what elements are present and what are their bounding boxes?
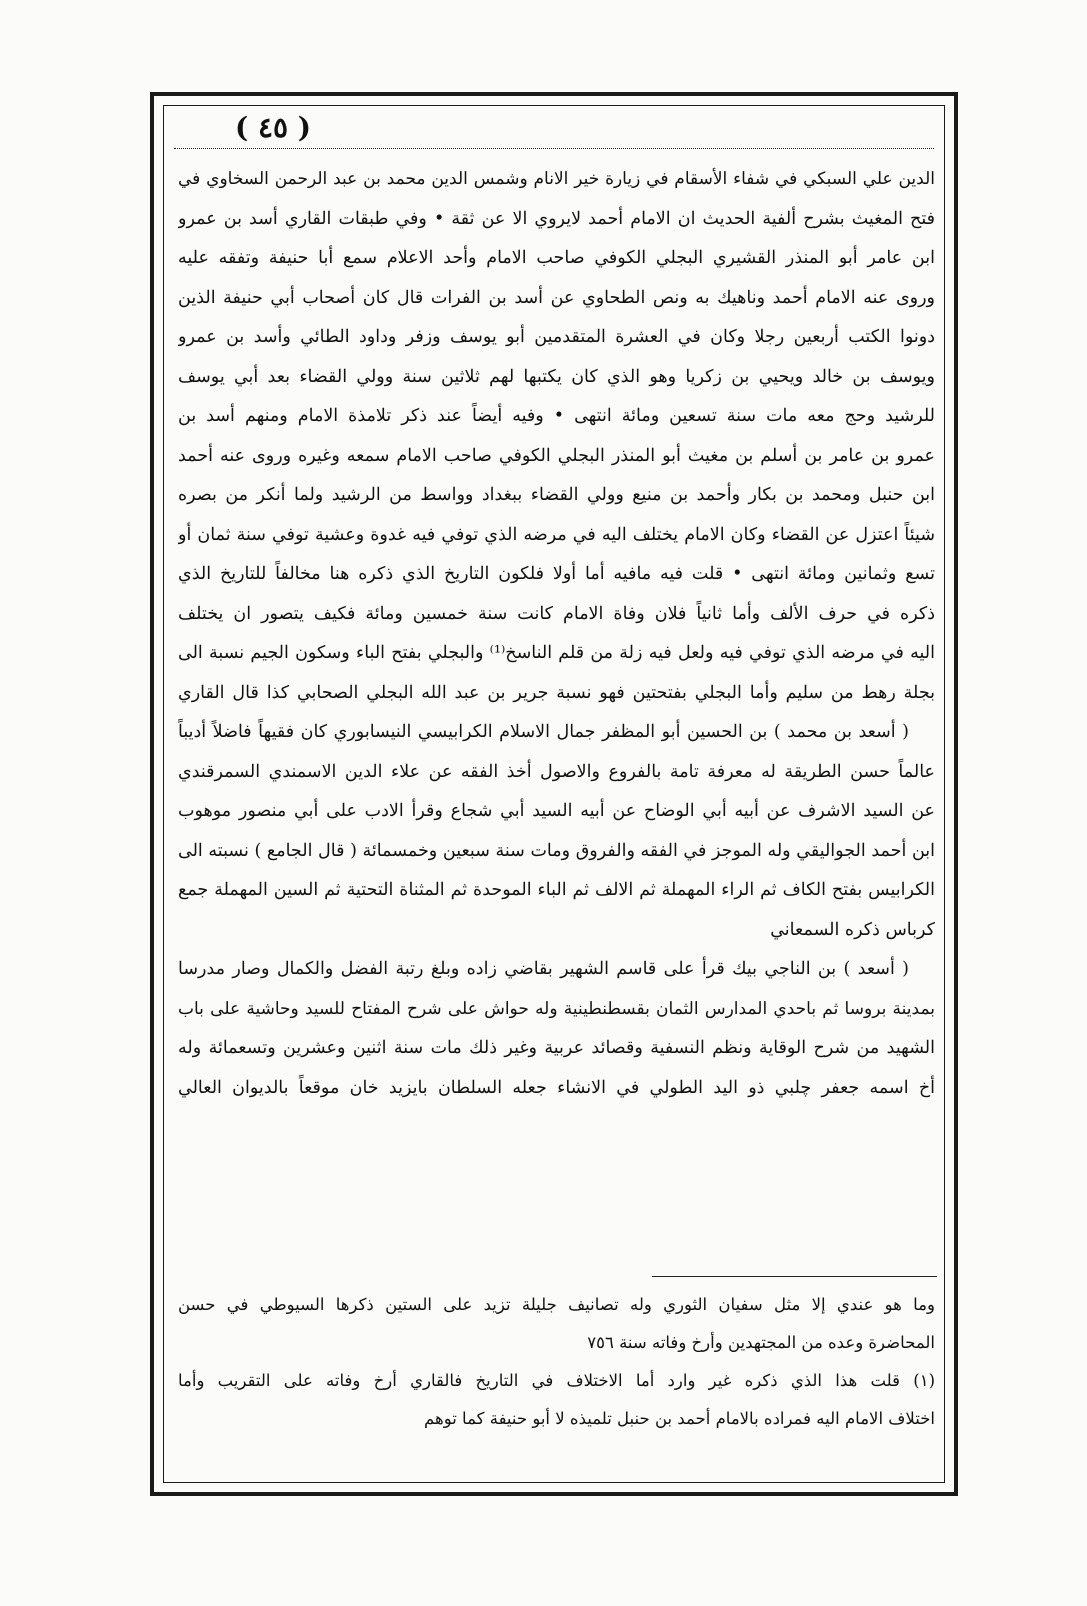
text-line: ابن عامر أبو المنذر القشيري البجلي الكوفي صاحب الامام وأحد الاعلام سمع أبا حنيفة وتفقه عليه	[178, 248, 935, 268]
footnotes	[178, 1286, 935, 1438]
entry-heading-line: ( أسعد بن محمد ) بن الحسين أبو المظفر جمال الاسلام الكرابيسي النيسابوري كان فقيهاً فاضلاً أديباً	[178, 722, 909, 742]
text-line: للرشيد وحج معه مات سنة تسعين ومائة انتهى • وفيه أيضاً عند ذكر تلامذة الامام ومنهم أسد بن	[178, 406, 935, 426]
text-line: ابن أحمد الجواليقي وله الموجز في الفقه والفروق ومات سنة سبعين وخمسمائة ( قال الجامع ) نسبته الى	[178, 840, 935, 861]
text-line: الشهيد من شرح الوقاية ونظم النسفية وقصائد عربية وغير ذلك مات سنة اثنين وعشرين وتسعمائة وله	[178, 1038, 935, 1058]
text-line: شيئاً اعتزل عن القضاء وكان الامام يختلف اليه في مرضه الذي توفي فيه غدوة وعشية توفي سنة ثمان أو	[178, 524, 935, 545]
text-line: بجلة رهط من سليم وأما البجلي بفتحتين فهو نسبة جرير بن عبد الله البجلي الصحابي كذا قال القاري	[178, 682, 935, 703]
text-line: فتح المغيث بشرح ألفية الحديث ان الامام أحمد لايروي الا عن ثقة • وفي طبقات القاري أسد بن عمرو	[178, 208, 935, 229]
text-line: اليه في مرضه الذي توفي فيه ولعل فيه زلة من قلم الناسخ⁽¹⁾ والبجلي بفتح الباء وسكون الجيم نسبة الى	[178, 643, 935, 663]
footnote-line: المحاضرة وعده من المجتهدين وأرخ وفاته سنة ٧٥٦	[587, 1333, 935, 1352]
text-line: الدين علي السبكي في شفاء الأسقام في زيارة خير الانام وشمس الدين محمد بن عبد الرحمن السخاوي في	[178, 169, 935, 189]
footnote-line: اختلاف الامام اليه فمراده بالامام أحمد بن حنبل تلميذه لا أبو حنيفة كما توهم	[424, 1409, 935, 1428]
text-line: عن السيد الاشرف عن أبيه أبي الوضاح عن أبيه السيد أبي شجاع وقرأ الادب على أبي منصور موهوب	[178, 801, 935, 821]
footnote-rule	[652, 1276, 937, 1277]
text-line: دونوا الكتب أربعين رجلا وكان في العشرة المتقدمين أبو يوسف وزفر وداود الطائي وأسد بن عمرو	[178, 327, 935, 347]
footnote-line: (١) قلت هذا الذي ذكره غير وارد أما الاختلاف في التاريخ فالقاري أرخ وفاته على التقريب وأما	[178, 1371, 935, 1390]
text-line: بمدينة بروسا ثم باحدي المدارس الثمان بقسطنطينية وله حواش على شرح المفتاح للسيد وحاشية على باب	[178, 998, 935, 1019]
header-dotted-rule	[174, 148, 934, 149]
main-text	[178, 160, 935, 1108]
text-line: عالماً حسن الطريقة له معرفة تامة بالفروع والاصول أخذ الفقه عن علاء الدين الاسمندي السمرقندي	[178, 761, 935, 782]
text-line: أخ اسمه جعفر چلبي ذو اليد الطولي في الانشاء جعله السلطان بايزيد خان موقعاً بالديوان العالي	[178, 1077, 935, 1098]
footnote-line: وما هو عندي إلا مثل سفيان الثوري وله تصانيف جليلة تزيد على الستين ذكرها السيوطي في حسن	[178, 1295, 935, 1314]
text-line: عمرو بن عامر بن أسلم بن مغيث أبو المنذر البجلي الكوفي صاحب الامام سمعه وغيره وروى عنه أحمد	[178, 445, 935, 466]
text-line: ويوسف بن خالد ويحيي بن زكريا وهو الذي كان يكتبها لهم ثلاثين سنة وولي القضاء بعد أبي يوسف	[178, 366, 935, 387]
entry-heading-line: ( أسعد ) بن الناجي بيك قرأ على قاسم الشهير بقاضي زاده وبلغ رتبة الفضل والكمال وصار مدرسا	[178, 959, 909, 979]
page-number: ( ٤٥ )	[234, 111, 312, 144]
text-line: تسع وثمانين ومائة انتهى • قلت فيه مافيه أما أولا فلكون التاريخ الذي ذكره هنا مخالفاً للتاريخ الذي	[178, 564, 935, 584]
text-line: كرباس ذكره السمعاني	[770, 919, 935, 940]
text-line: ذكره في حرف الألف وأما ثانياً فلان وفاة الامام كانت سنة خمسين ومائة فكيف يتصور ان يختلف	[178, 603, 935, 624]
text-line: ابن حنبل ومحمد بن بكار وأحمد بن منيع وولي القضاء ببغداد وواسط من الرشيد ولما أنكر من بصره	[178, 485, 935, 505]
text-line: وروى عنه الامام أحمد وناهيك به ونص الطحاوي عن أسد بن الفرات قال كان أصحاب أبي حنيفة الذين	[178, 287, 935, 308]
text-line: الكرابيس بفتح الكاف ثم الراء المهملة ثم الالف ثم الباء الموحدة ثم المثناة التحتية ثم السين المهملة جمع	[178, 880, 935, 900]
